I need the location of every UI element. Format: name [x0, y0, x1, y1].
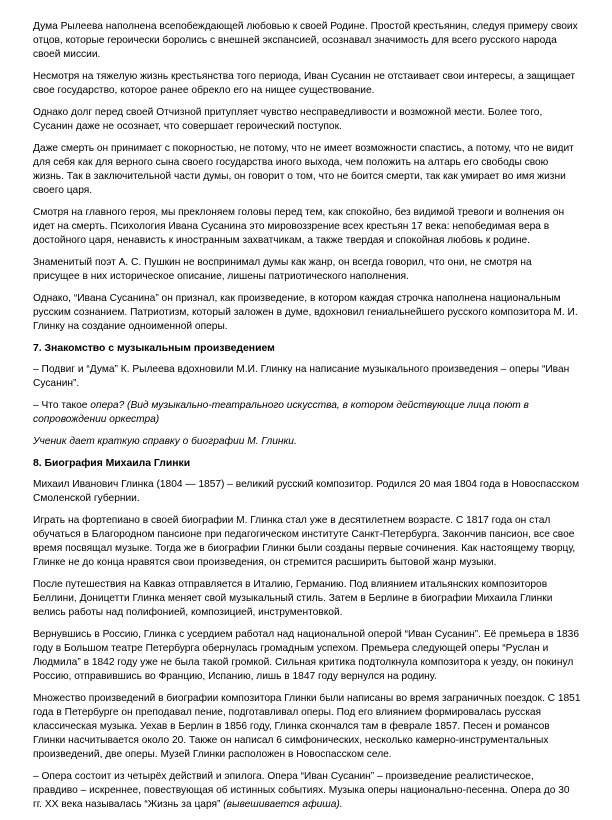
document-page	[33, 20, 581, 820]
opera-paragraph	[33, 770, 581, 812]
opera-text: – Опера состоит из четырёх действий и эпилога. Опера “Иван Сусанин” – произведение реалистическое, правдиво – искреннее, повествующая об истинных событиях. Музыка оперы национально-песенна. Опера до 30 гг. XX века называлась “Жизнь за царя”	[33, 771, 570, 810]
paragraph: Дума Рылеева наполнена всепобеждающей любовью к своей Родине. Простой крестьянин, следуя примеру своих отцов, которые героически боролись с внешней экспансией, осознавал значимость для всего русского народа своей миссии.	[33, 21, 578, 60]
paragraph: Вернувшись в Россию, Глинка с усердием работал над национальной оперой “Иван Сусанин”. Её премьера в 1836 году в Большом театре Петербурга обернулась громадным успехом. Премьера следующей оперы “Руслан и Людмила” в 1842 году уже не была такой громкой. Сильная критика подтолкнула композитора к уезду, он покинул Россию, отправившись во Францию, Испанию, лишь в 1847 году вернулся на родину.	[33, 629, 580, 682]
paragraph: – Подвиг и “Дума” К. Рылеева вдохновили М.И. Глинку на написание музыкального произведения – оперы “Иван Сусанин”.	[33, 364, 570, 389]
paragraph: После путешествия на Кавказ отправляется в Италию, Германию. Под влиянием итальянских композиторов Беллини, Доницетти Глинка меняет свой музыкальный стиль. Затем в Берлине в биографии Михаила Глинки велись работы над полифонией, композицией, инструментовкой.	[33, 579, 553, 618]
paragraph: Знаменитый поэт А. С. Пушкин не воспринимал думы как жанр, он всегда говорил, что они, не смотря на присущее в них историческое описание, лишены патриотического наполнения.	[33, 257, 532, 282]
instruction-italic: Ученик дает краткую справку о биографии М. Глинки.	[33, 436, 297, 447]
section-heading-7: 7. Знакомство с музыкальным произведением	[33, 343, 275, 354]
paragraph: Даже смерть он принимает с покорностью, не потому, что не имеет возможности спастись, а потому, что не видит для себя как для верного сына своего государства иного выхода, чем положить на алтарь его свободы свою жизнь. Так в заключительной части думы, он говорит о том, что не боится смерти, так как умирает во имя жизни своего царя.	[33, 143, 574, 196]
paragraph: Играть на фортепиано в своей биографии М. Глинка стал уже в десятилетнем возрасте. С 1817 года он стал обучаться в Благородном пансионе при педагогическом институте Санкт-Петербурга. Закончив пансион, все свое время посвящал музыке. Тогда же в биографии Глинки были созданы первые сочинения. Как настоящему творцу, Глинке не до конца нравятся свои произведения, он стремится расширить бытовой жанр музыки.	[33, 515, 576, 568]
question-text: – Что такое	[33, 400, 91, 411]
paragraph: Михаил Иванович Глинка (1804 — 1857) – великий русский композитор. Родился 20 мая 1804 года в Новоспасском Смоленской губернии.	[33, 479, 580, 504]
paragraph: Однако долг перед своей Отчизной притупляет чувство несправедливости и возможной мести. Более того, Сусанин даже не осознает, что совершает героический поступок.	[33, 107, 543, 132]
paragraph: Однако, “Ивана Сусанина” он признал, как произведение, в котором каждая строчка наполнена национальным русским сознанием. Патриотизм, который заложен в думе, вдохновил гениальнейшего русского композитора М. И. Глинку на создание одноименной оперы.	[33, 293, 578, 332]
section-heading-8: 8. Биография Михаила Глинки	[33, 458, 191, 469]
paragraph: Смотря на главного героя, мы преклоняем головы перед тем, как спокойно, без видимой тревоги и волнения он идет на смерть. Психология Ивана Сусанина это мировоззрение всех крестьян 17 века: непобедимая вера в достойного царя, ненависть к иностранным захватчикам, а также твердая и спокойная любовь к родине.	[33, 207, 565, 246]
question-paragraph	[33, 399, 581, 427]
paragraph: Несмотря на тяжелую жизнь крестьянства того периода, Иван Сусанин не отстаивает свои интересы, а защищает свое государство, которое ранее обрекло его на нищее существование.	[33, 71, 576, 96]
paragraph: Множество произведений в биографии композитора Глинки были написаны во время заграничных поездок. С 1851 года в Петербурге он преподавал пение, подготавливал оперы. Под его влиянием формировалась русская классическая музыка. Уехав в Берлин в 1856 году, Глинка скончался там в феврале 1857. Песен и романсов Глинки насчитывается около 20. Также он написал 6 симфонических, несколько камерно-инструментальных произведений, две оперы. Музей Глинки расположен в Новоспасском селе.	[33, 693, 581, 760]
poster-note-italic: (вывешивается афиша).	[223, 799, 343, 810]
question-answer-italic: опера? (Вид музыкально-театрального искусства, в котором действующие лица поют в сопровождении оркестра)	[33, 400, 529, 425]
